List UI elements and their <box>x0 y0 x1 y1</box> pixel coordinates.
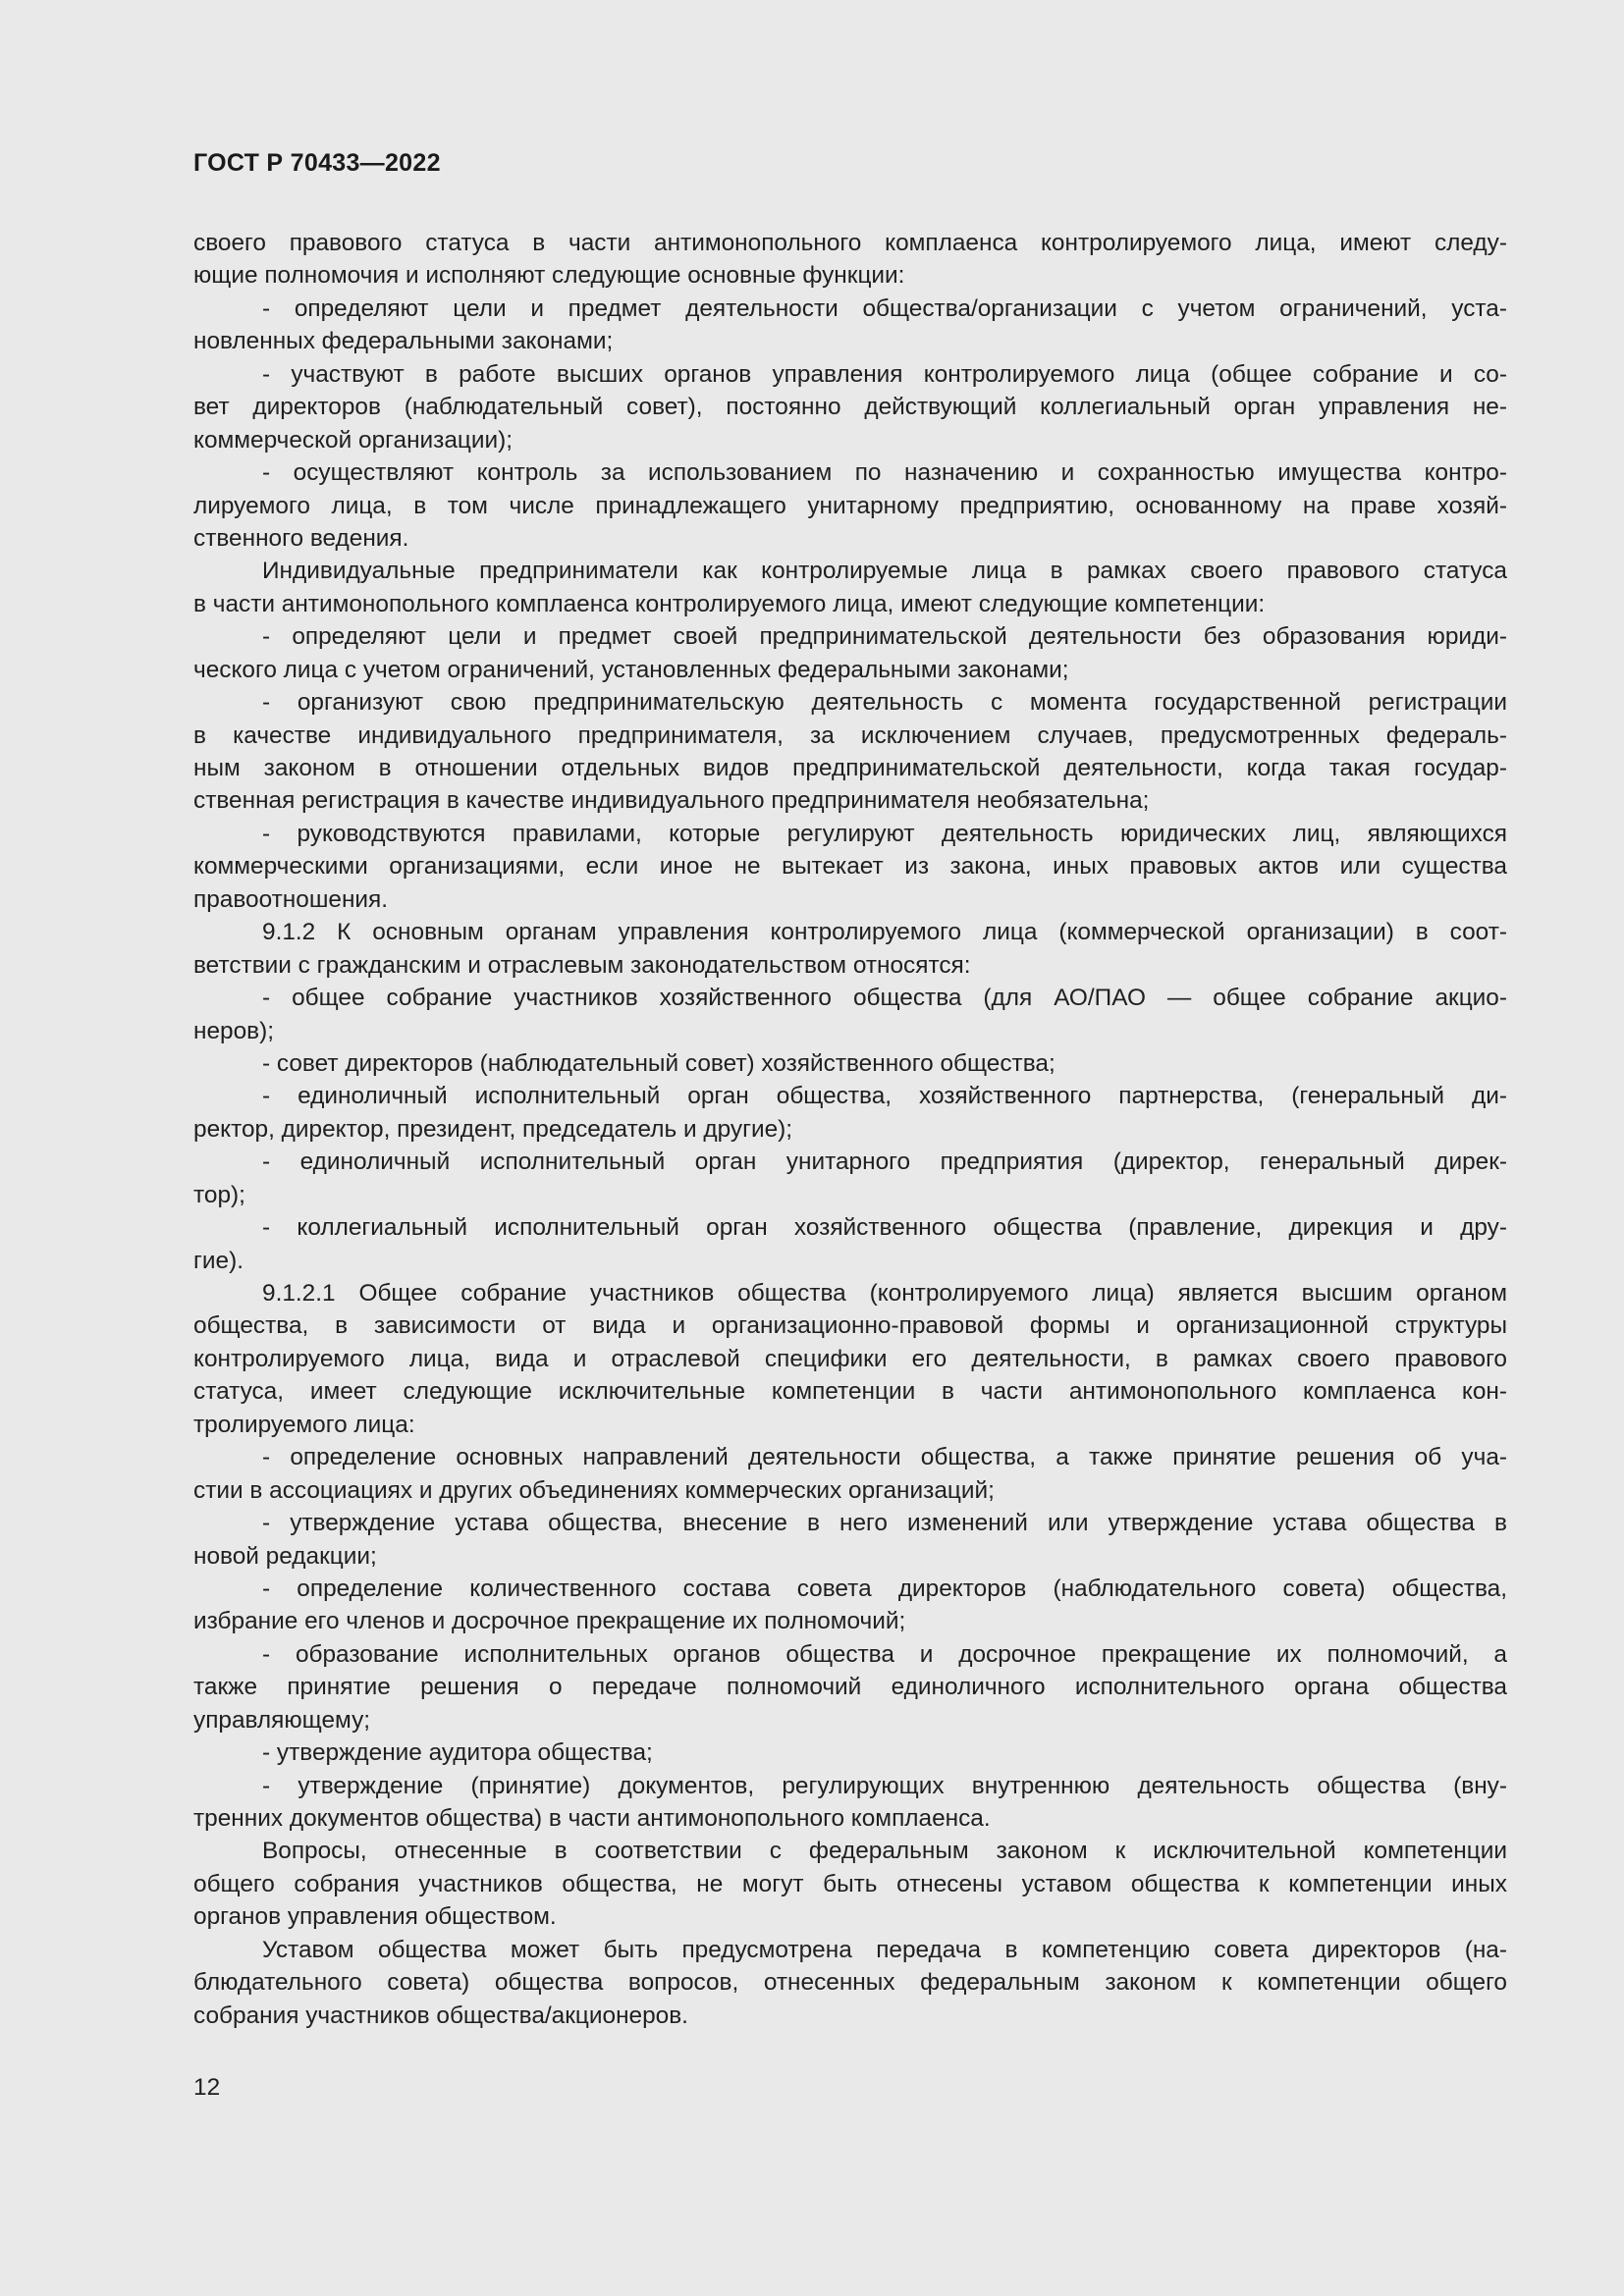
text-line: новленных федеральными законами; <box>193 328 614 355</box>
text-line: - участвуют в работе высших органов управления контролируемого лица (общее собрание и со- <box>262 360 1507 388</box>
text-line: Уставом общества может быть предусмотрена передача в компетенцию совета директоров (на- <box>262 1936 1507 1963</box>
text-line: - совет директоров (наблюдательный совет) хозяйственного общества; <box>262 1049 1056 1077</box>
document-header: ГОСТ Р 70433—2022 <box>193 149 441 177</box>
text-line: в части антимонопольного комплаенса контролируемого лица, имеют следующие компетенции: <box>193 590 1266 617</box>
text-line: - осуществляют контроль за использованием по назначению и сохранностью имущества контро- <box>262 459 1507 487</box>
text-line: управляющему; <box>193 1706 371 1734</box>
text-line: общества, в зависимости от вида и организационно-правовой формы и организационной структуры <box>193 1312 1507 1340</box>
text-line: своего правового статуса в части антимонопольного комплаенса контролируемого лица, имеют следу- <box>193 230 1507 256</box>
text-line: коммерческой организации); <box>193 426 514 454</box>
text-line: коммерческими организациями, если иное не вытекает из закона, иных правовых актов или существа <box>193 853 1507 881</box>
text-line: - образование исполнительных органов общества и досрочное прекращение их полномочий, а <box>262 1640 1507 1668</box>
text-line: ным законом в отношении отдельных видов предпринимательской деятельности, когда такая государ- <box>193 755 1507 781</box>
text-line: - единоличный исполнительный орган унитарного предприятия (директор, генеральный дирек- <box>262 1148 1507 1176</box>
text-line: тролируемого лица: <box>193 1411 415 1438</box>
text-line: статуса, имеет следующие исключительные компетенции в части антимонопольного комплаенса кон- <box>193 1378 1507 1406</box>
text-line: блюдательного совета) общества вопросов, отнесенных федеральным законом к компетенции общего <box>193 1969 1507 1997</box>
document-body <box>193 227 1507 2032</box>
text-line: общего собрания участников общества, не могут быть отнесены уставом общества к компетенции иных <box>193 1870 1507 1897</box>
text-line: неров); <box>193 1017 275 1044</box>
text-line: ветствии с гражданским и отраслевым законодательством относятся: <box>193 951 971 979</box>
text-line: тренних документов общества) в части антимонопольного комплаенса. <box>193 1805 991 1832</box>
text-line: - определяют цели и предмет своей предпринимательской деятельности без образования юриди- <box>262 623 1507 651</box>
text-line: новой редакции; <box>193 1542 377 1570</box>
text-line: Вопросы, отнесенные в соответствии с федеральным законом к исключительной компетенции <box>262 1838 1507 1865</box>
text-line: ческого лица с учетом ограничений, установленных федеральными законами; <box>193 656 1069 683</box>
text-line: ственного ведения. <box>193 524 409 552</box>
text-line: - утверждение (принятие) документов, регулирующих внутреннюю деятельность общества (вну- <box>262 1772 1507 1799</box>
text-line: ректор, директор, президент, председатель и другие); <box>193 1115 793 1143</box>
text-line: Индивидуальные предприниматели как контролируемые лица в рамках своего правового статуса <box>262 558 1507 585</box>
text-line: ственная регистрация в качестве индивидуального предпринимателя необязательна; <box>193 787 1150 815</box>
text-line: правоотношения. <box>193 885 389 913</box>
text-line: органов управления обществом. <box>193 1903 557 1931</box>
text-line: стии в ассоциациях и других объединениях коммерческих организаций; <box>193 1476 995 1504</box>
text-line: - определяют цели и предмет деятельности общества/организации с учетом ограничений, уста- <box>262 294 1507 322</box>
text-line: контролируемого лица, вида и отраслевой специфики его деятельности, в рамках своего правового <box>193 1345 1507 1372</box>
text-line: - коллегиальный исполнительный орган хозяйственного общества (правление, дирекция и дру- <box>262 1214 1507 1242</box>
text-line: - утверждение аудитора общества; <box>262 1739 653 1767</box>
text-line: 9.1.2 К основным органам управления контролируемого лица (коммерческой организации) в соот- <box>262 919 1507 946</box>
text-line: - организуют свою предпринимательскую деятельность с момента государственной регистрации <box>262 689 1507 717</box>
text-line: также принятие решения о передаче полномочий единоличного исполнительного органа общества <box>193 1674 1507 1701</box>
text-line: - руководствуются правилами, которые регулируют деятельность юридических лиц, являющихся <box>262 820 1507 847</box>
text-line: 9.1.2.1 Общее собрание участников общества (контролируемого лица) является высшим органом <box>262 1280 1507 1307</box>
text-line: в качестве индивидуального предпринимателя, за исключением случаев, предусмотренных федераль- <box>193 721 1507 749</box>
text-line: тор); <box>193 1181 245 1208</box>
text-line: гие). <box>193 1247 244 1274</box>
text-line: ющие полномочия и исполняют следующие основные функции: <box>193 262 905 290</box>
text-line: лируемого лица, в том числе принадлежащего унитарному предприятию, основанному на праве хозяй- <box>193 492 1507 519</box>
page-number: 12 <box>193 2074 221 2101</box>
text-line: - определение количественного состава совета директоров (наблюдательного совета) общества, <box>262 1575 1507 1602</box>
text-line: собрания участников общества/акционеров. <box>193 2002 688 2029</box>
text-line: - единоличный исполнительный орган общества, хозяйственного партнерства, (генеральный ди- <box>262 1083 1507 1110</box>
text-line: вет директоров (наблюдательный совет), постоянно действующий коллегиальный орган управления не- <box>193 394 1507 421</box>
text-line: - определение основных направлений деятельности общества, а также принятие решения об уча- <box>262 1444 1507 1471</box>
text-line: - общее собрание участников хозяйственного общества (для АО/ПАО — общее собрание акцио- <box>262 985 1507 1012</box>
text-line: избрание его членов и досрочное прекращение их полномочий; <box>193 1608 906 1635</box>
text-line: - утверждение устава общества, внесение в него изменений или утверждение устава общества в <box>262 1510 1507 1537</box>
